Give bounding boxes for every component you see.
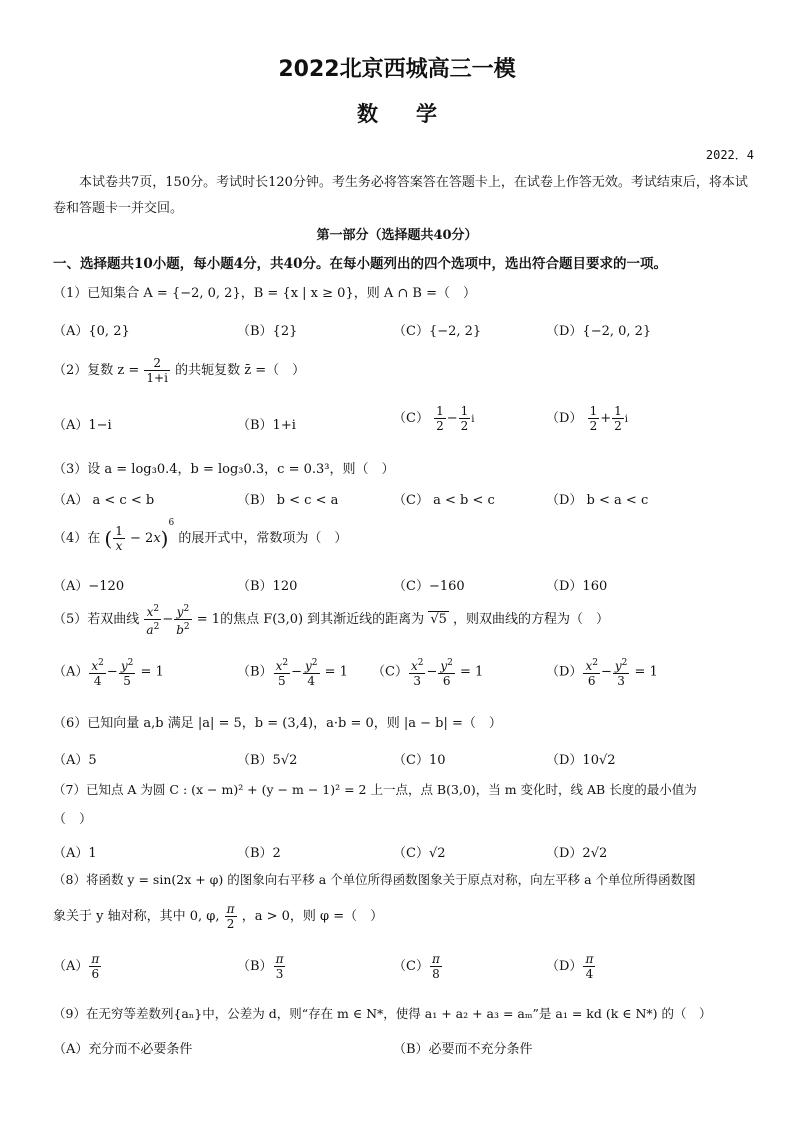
q4-option-a[interactable]: （A）−120 xyxy=(53,579,125,594)
q3-option-a[interactable]: （A） a < c < b xyxy=(53,493,155,508)
q5-option-b-label: （B） xyxy=(237,664,273,680)
q6-option-c[interactable]: （C）10 xyxy=(393,753,446,768)
q2c-unit: i xyxy=(471,414,475,425)
section-title xyxy=(53,252,667,272)
q5-option-a[interactable]: （A） $\frac{x^2}{4}$ − $\frac{y^2}{5}$ = 1 xyxy=(53,658,164,688)
q8-stem-cont-post: ，a > 0，则 φ =（ ） xyxy=(241,909,384,924)
q6-option-a[interactable]: （A）5 xyxy=(53,753,97,768)
q8-option-c-den: 8 xyxy=(432,967,440,981)
q1-option-c[interactable]: （C）{−2, 2} xyxy=(393,324,482,339)
q3-option-c[interactable]: （C） a < b < c xyxy=(393,493,495,508)
page-title: 2022北京西城高三一模 xyxy=(278,57,516,82)
q8-option-a-label: （A） xyxy=(53,959,89,974)
q8-option-a-den: 6 xyxy=(91,967,100,981)
q5-frac-y: $\frac{y^2}{b^2}$ xyxy=(176,604,190,637)
q7-option-a[interactable]: （A）1 xyxy=(53,846,97,861)
q4-frac: $\frac{1}{x}$ xyxy=(115,524,123,553)
q2-frac-num: 2 xyxy=(144,356,170,371)
q4-stem-post: 的展开式中，常数项为（ ） xyxy=(178,531,348,546)
q8-option-b-den: 3 xyxy=(275,967,284,981)
question-8-stem-cont xyxy=(53,902,383,931)
q8-option-a[interactable]: （A） $\frac{\pi}{6}$ xyxy=(53,952,100,981)
exam-instructions: 本试卷共7页，150分。考试时长120分钟。考生务必将答案答在答题卡上，在试卷上作答无效。考试结束后，将本试卷和答题卡一并交回。 xyxy=(53,175,748,216)
q5-frac-x: $\frac{x^2}{a^2}$ xyxy=(146,604,160,637)
q6-option-d[interactable]: （D）10√2 xyxy=(546,753,616,768)
q2d-num2: 1 xyxy=(614,404,622,418)
q2-frac-den: 1+i xyxy=(146,371,168,385)
part-title: 第一部分（选择题共40分） xyxy=(316,228,478,243)
q9-option-a[interactable]: （A）充分而不必要条件 xyxy=(53,1042,193,1057)
q8-option-c-label: （C） xyxy=(393,959,429,974)
q7-option-b[interactable]: （B）2 xyxy=(237,846,281,861)
q2c-den2: 2 xyxy=(460,419,469,433)
q7-option-d[interactable]: （D）2√2 xyxy=(546,846,608,861)
q2d-num1: 1 xyxy=(589,404,598,418)
q5-option-c[interactable]: （C） $\frac{x^2}{3}$ − $\frac{y^2}{6}$ = 1 xyxy=(372,658,484,688)
q8-option-d-label: （D） xyxy=(546,959,583,974)
q8-option-d[interactable]: （D） $\frac{\pi}{4}$ xyxy=(546,952,594,981)
q2d-den2: 2 xyxy=(614,419,622,433)
q3-option-d[interactable]: （D） b < a < c xyxy=(546,493,649,508)
q4-paren-open: ( xyxy=(104,526,113,551)
q3-option-b[interactable]: （B） b < c < a xyxy=(237,493,339,508)
q8-option-d-den: 4 xyxy=(585,967,594,981)
section-title-text: 一、选择题共10小题，每小题4分，共40分。在每小题列出的四个选项中，选出符合题目要求的一项。 xyxy=(53,256,667,272)
q2d-frac1 xyxy=(588,404,600,433)
q2d-den1: 2 xyxy=(589,419,598,433)
q1-option-b[interactable]: （B）{2} xyxy=(237,324,298,339)
q2-option-b[interactable]: （B）1+i xyxy=(237,418,296,433)
q2-stem-pre: （2）复数 z = xyxy=(53,363,140,378)
q2-option-d-label: （D） xyxy=(546,411,583,426)
q2c-num1: 1 xyxy=(436,404,444,418)
question-6-stem: （6）已知向量 a,b 满足 |a| = 5，b = (3,4)，a·b = 0，则 |a − b| =（ ） xyxy=(53,716,502,731)
q6-option-b[interactable]: （B）5√2 xyxy=(237,753,298,768)
question-1-stem xyxy=(53,282,476,301)
exam-date: 2022．4 xyxy=(705,148,754,162)
q5-stem-pre: （5）若双曲线 xyxy=(53,612,140,627)
q1-option-d[interactable]: （D）{−2, 0, 2} xyxy=(546,324,652,339)
q2c-frac2 xyxy=(459,404,471,433)
q8-stem-cont-pre: 象关于 y 轴对称，其中 0, φ, xyxy=(53,909,220,924)
question-7-stem: （7）已知点 A 为圆 C : (x − m)² + (y − m − 1)² = 2 上一点，点 B(3,0)，当 m 变化时，线 AB 长度的最小值为 xyxy=(53,782,697,797)
q8-frac-pi-2: $\frac{\pi}{2}$ xyxy=(226,902,235,931)
question-5-stem: （5）若双曲线 $\frac{x^2}{a^2}$ − $\frac{y^2}{b^2}$ = 1的焦点 F(3,0) 到其渐近线的距离为 √5 ，则双曲线的方程为（ ） xyxy=(53,604,610,637)
q2d-frac2 xyxy=(612,404,624,433)
q1-option-a[interactable]: （A）{0, 2} xyxy=(53,324,130,339)
q5-option-d[interactable]: （D） $\frac{x^2}{6}$ − $\frac{y^2}{3}$ = 1 xyxy=(546,658,658,688)
q2-option-a[interactable]: （A）1−i xyxy=(53,418,112,433)
q4-paren-close: ) xyxy=(160,526,169,551)
q4-option-d[interactable]: （D）160 xyxy=(546,579,608,594)
q7-option-c[interactable]: （C）√2 xyxy=(393,846,446,861)
q5-option-d-label: （D） xyxy=(546,664,583,680)
q4-option-c[interactable]: （C）−160 xyxy=(393,579,465,594)
question-1-text: （1）已知集合 A = {−2, 0, 2}，B = {x | x ≥ 0}，则 A ∩ B =（ ） xyxy=(53,286,476,301)
question-3-stem: （3）设 a = log₃0.4，b = log₃0.3，c = 0.3³，则（ ） xyxy=(53,462,395,477)
q5-stem-post: ，则双曲线的方程为（ ） xyxy=(453,612,610,627)
q8-option-b-label: （B） xyxy=(237,959,273,974)
q5-stem-mid: = 1的焦点 F(3,0) 到其渐近线的距离为 xyxy=(196,612,425,627)
q2-fraction xyxy=(144,356,170,385)
q5-option-c-label: （C） xyxy=(372,664,408,680)
q5-sqrt5: √5 xyxy=(430,612,447,627)
q2-stem-post: 的共轭复数 z̄ =（ ） xyxy=(175,363,306,378)
q2c-frac1 xyxy=(434,404,446,433)
question-2-stem xyxy=(53,356,305,385)
question-4-stem: （4）在 ( $\frac{1}{x}$ − 2x)$^6$ 的展开式中，常数项为（ ） xyxy=(53,518,348,553)
q2-option-c[interactable] xyxy=(393,404,474,433)
q4-option-b[interactable]: （B）120 xyxy=(237,579,298,594)
q2d-unit: i xyxy=(624,414,628,425)
q8-option-c[interactable]: （C） $\frac{\pi}{8}$ xyxy=(393,952,440,981)
subject-title: 数学 xyxy=(357,101,475,126)
q4-stem-pre: （4）在 xyxy=(53,531,101,546)
q2-option-d[interactable] xyxy=(546,404,628,433)
q2-option-c-label: （C） xyxy=(393,411,429,426)
q2d-sign: + xyxy=(600,411,612,426)
q9-option-b[interactable]: （B）必要而不充分条件 xyxy=(393,1042,533,1057)
q2c-den1: 2 xyxy=(436,419,444,433)
q5-option-a-label: （A） xyxy=(53,664,89,680)
q2c-num2: 1 xyxy=(460,404,469,418)
q8-option-b[interactable]: （B） $\frac{\pi}{3}$ xyxy=(237,952,284,981)
q2c-sign: − xyxy=(446,411,458,426)
question-7-stem-cont: （ ） xyxy=(53,812,93,827)
question-9-stem: （9）在无穷等差数列{aₙ}中，公差为 d，则“存在 m ∈ N*，使得 a₁ + a₂ + a₃ = aₘ”是 a₁ = kd (k ∈ N*) 的（ ） xyxy=(53,1006,712,1021)
question-8-stem: （8）将函数 y = sin(2x + φ) 的图象向右平移 a 个单位所得函数图象关于原点对称，向左平移 a 个单位所得函数图 xyxy=(53,872,696,887)
q5-option-b[interactable]: （B） $\frac{x^2}{5}$ − $\frac{y^2}{4}$ = 1 xyxy=(237,658,348,688)
